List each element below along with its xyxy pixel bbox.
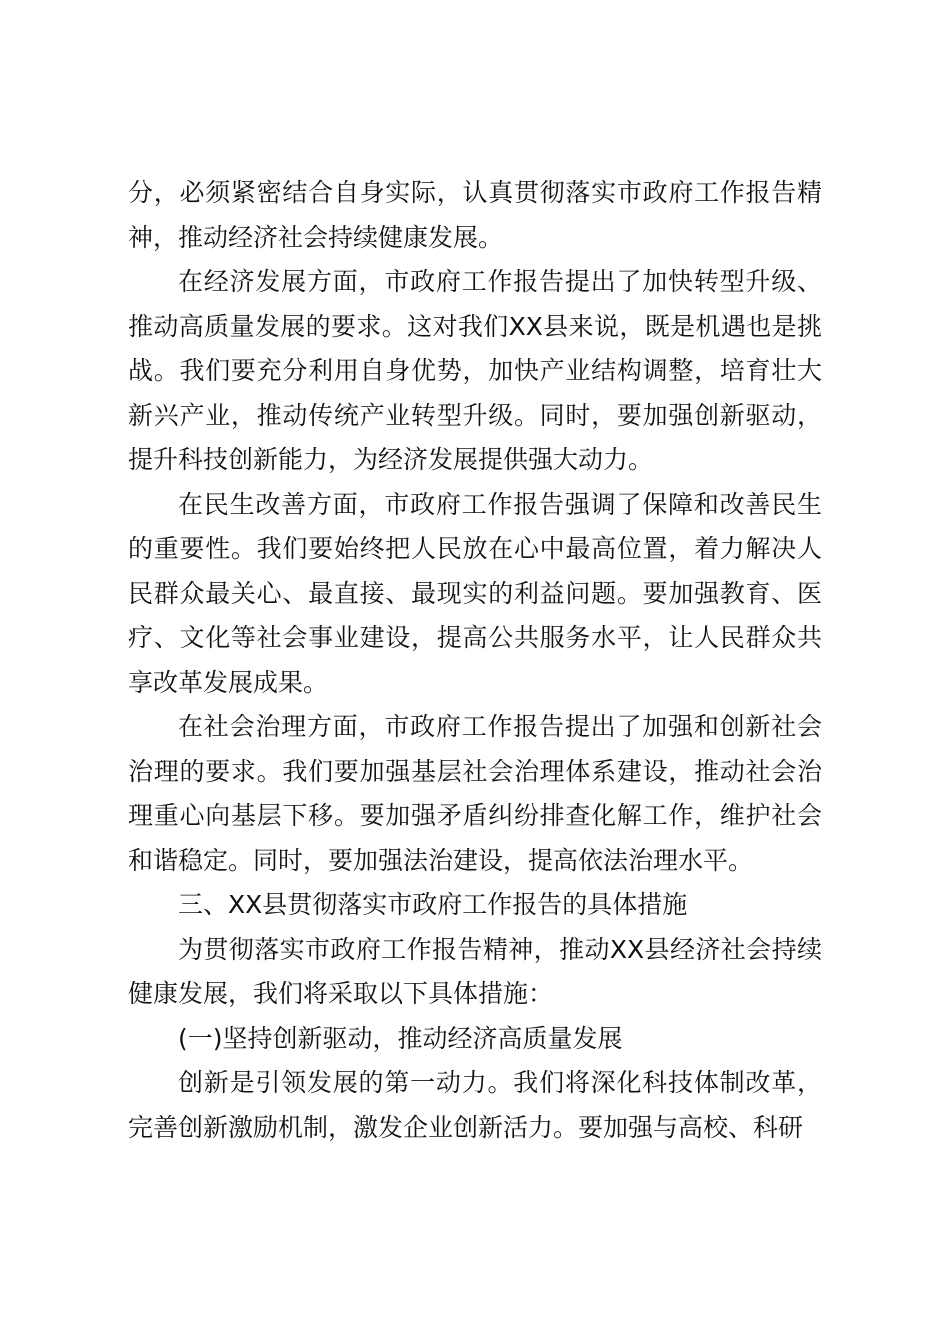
- paragraph: 创新是引领发展的第一动力。我们将深化科技体制改革，完善创新激励机制，激发企业创新活力。要加强与高校、科研: [128, 1068, 822, 1142]
- document-body: [128, 171, 822, 1150]
- paragraph: 在经济发展方面，市政府工作报告提出了加快转型升级、推动高质量发展的要求。这对我们XX县来说，既是机遇也是挑战。我们要充分利用自身优势，加快产业结构调整，培育壮大新兴产业，推动传统产业转型升级。同时，要加强创新驱动，提升科技创新能力，为经济发展提供强大动力。: [128, 267, 822, 474]
- paragraph: 为贯彻落实市政府工作报告精神，推动XX县经济社会持续健康发展，我们将采取以下具体措施：: [128, 934, 822, 1008]
- section-heading: 三、XX县贯彻落实市政府工作报告的具体措施: [178, 890, 688, 919]
- paragraph: 分，必须紧密结合自身实际，认真贯彻落实市政府工作报告精神，推动经济社会持续健康发展。: [128, 178, 822, 252]
- paragraph: 在社会治理方面，市政府工作报告提出了加强和创新社会治理的要求。我们要加强基层社会治理体系建设，推动社会治理重心向基层下移。要加强矛盾纠纷排查化解工作，维护社会和谐稳定。同时，要加强法治建设，提高依法治理水平。: [128, 712, 822, 875]
- subsection-heading: (一)坚持创新驱动，推动经济高质量发展: [178, 1023, 623, 1053]
- paragraph: 在民生改善方面，市政府工作报告强调了保障和改善民生的重要性。我们要始终把人民放在心中最高位置，着力解决人民群众最关心、最直接、最现实的利益问题。要加强教育、医疗、文化等社会事业建设，提高公共服务水平，让人民群众共享改革发展成果。: [128, 489, 822, 697]
